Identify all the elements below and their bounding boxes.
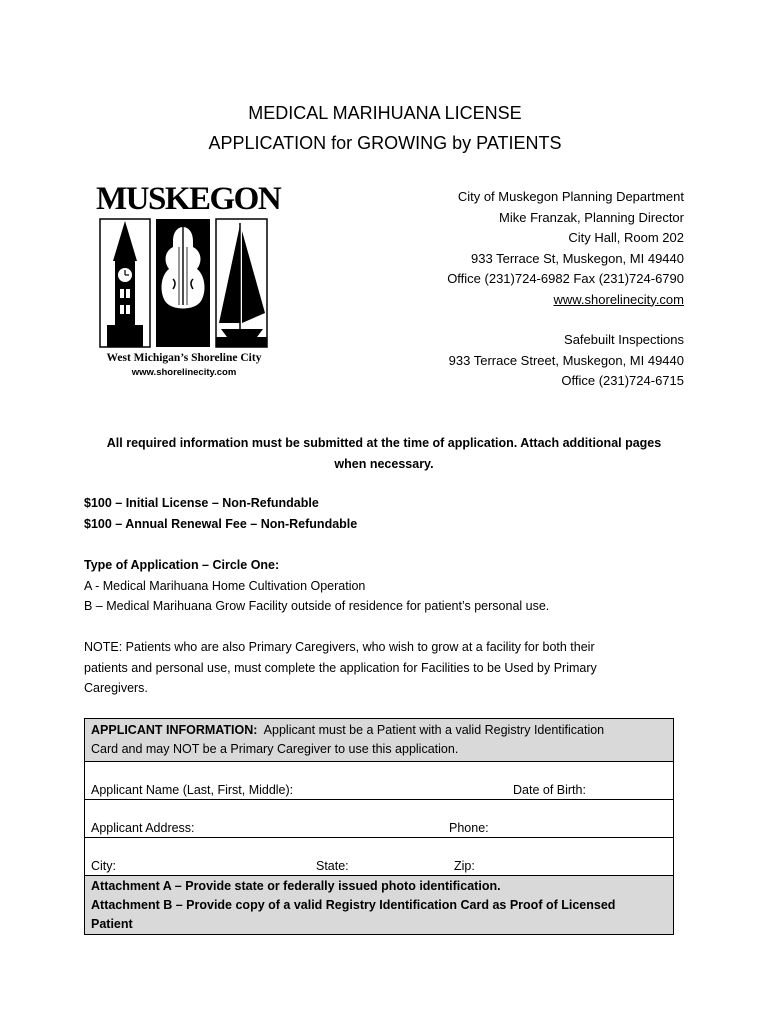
attachment-a: Attachment A – Provide state or federally issued photo identification. (91, 879, 501, 893)
attachment-b-line-2: Patient (91, 917, 133, 931)
title-line-1: MEDICAL MARIHUANA LICENSE (248, 103, 522, 123)
planning-address: 933 Terrace St, Muskegon, MI 49440 (471, 250, 684, 266)
attachment-b-line-1: Attachment B – Provide copy of a valid Registry Identification Card as Proof of Licensed (91, 898, 616, 912)
note (84, 637, 684, 699)
phone-label: Phone: (449, 821, 489, 835)
note-line-1: NOTE: Patients who are also Primary Caregivers, who wish to grow at a facility for both their (84, 640, 595, 654)
applicant-address-label: Applicant Address: (91, 821, 195, 835)
requirement-line-2: when necessary. (334, 457, 434, 471)
applicant-info-header (85, 719, 673, 762)
violin-icon (156, 219, 210, 347)
applicant-info-title: APPLICANT INFORMATION: (91, 723, 258, 737)
applicant-name-label: Applicant Name (Last, First, Middle): (91, 783, 294, 797)
zip-label: Zip: (454, 859, 475, 873)
state-label: State: (316, 859, 349, 873)
requirement-line-1: All required information must be submitted at the time of application. Attach additional pages (106, 436, 662, 450)
note-line-3: Caregivers. (84, 681, 148, 695)
logo-tagline: West Michigan’s Shoreline City (106, 352, 262, 364)
applicant-info-text-1: Applicant must be a Patient with a valid Registry Identification (257, 723, 605, 737)
planning-room: City Hall, Room 202 (568, 230, 684, 245)
logo-wordmark: MUSKEGON (96, 181, 281, 217)
application-type-heading: Type of Application – Circle One: (84, 558, 280, 572)
address-phone-row[interactable] (85, 800, 673, 838)
safebuilt-phone: Office (231)724-6715 (561, 373, 684, 388)
logo-illustration (99, 217, 269, 349)
planning-website-link[interactable]: www.shorelinecity.com (553, 291, 684, 307)
contact-spacer (447, 310, 684, 330)
planning-director: Mike Franzak, Planning Director (499, 209, 684, 225)
contact-info (447, 187, 684, 392)
title-line-2: APPLICATION for GROWING by PATIENTS (208, 133, 562, 153)
date-of-birth-label: Date of Birth: (513, 783, 586, 797)
fee-renewal: $100 – Annual Renewal Fee – Non-Refundable (84, 516, 358, 531)
clock-tower-icon (100, 219, 150, 347)
safebuilt-address: 933 Terrace Street, Muskegon, MI 49440 (448, 352, 684, 368)
sailboat-icon (216, 219, 267, 347)
application-option-a[interactable]: A - Medical Marihuana Home Cultivation Operation (84, 578, 366, 593)
logo-url: www.shorelinecity.com (131, 367, 237, 378)
application-type (84, 555, 684, 617)
fee-initial: $100 – Initial License – Non-Refundable (84, 496, 319, 510)
city-state-zip-row[interactable] (85, 838, 673, 876)
attachments-row (85, 876, 673, 934)
safebuilt-name: Safebuilt Inspections (564, 332, 684, 347)
planning-phone: Office (231)724-6982 Fax (231)724-6790 (447, 271, 684, 286)
application-option-b[interactable]: B – Medical Marihuana Grow Facility outside of residence for patient’s personal use. (84, 599, 550, 613)
planning-department: City of Muskegon Planning Department (457, 189, 684, 204)
note-line-2: patients and personal use, must complete the application for Facilities to be Used by Primary (84, 660, 597, 675)
name-dob-row[interactable] (85, 762, 673, 800)
city-label: City: (91, 859, 116, 873)
requirement-notice (84, 433, 684, 475)
document-title (0, 98, 770, 158)
fee-list (84, 493, 684, 534)
applicant-information-table (84, 718, 674, 935)
muskegon-logo (96, 181, 281, 382)
applicant-info-text-2: Card and may NOT be a Primary Caregiver to use this application. (91, 742, 459, 756)
